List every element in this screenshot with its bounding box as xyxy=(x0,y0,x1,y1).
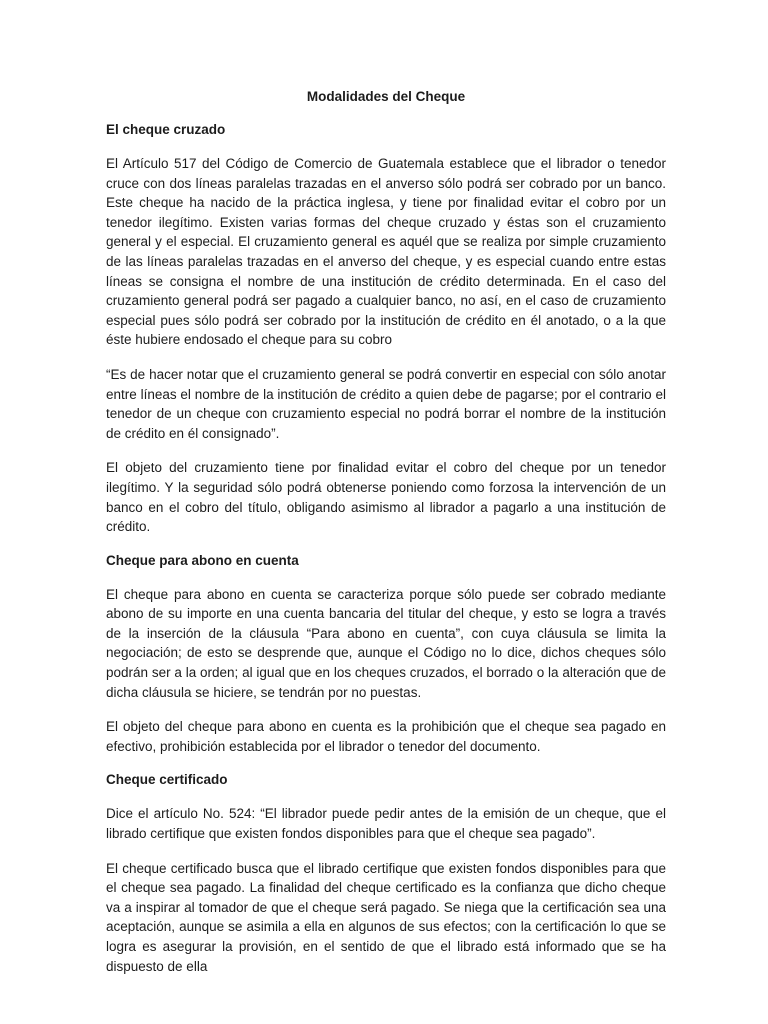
paragraph-articulo-517: El Artículo 517 del Código de Comercio de Guatemala establece que el librador o tenedor cruce con dos líneas paralelas trazadas en el anverso sólo podrá ser cobrado por un banco. Este cheque ha nacido de la práctica inglesa, y tiene por finalidad evitar el cobro por un tenedor ilegítimo. Existen varias formas del cheque cruzado y éstas son el cruzamiento general y el especial. El cruzamiento general es aquél que se realiza por simple cruzamiento de las líneas paralelas trazadas en el anverso del cheque, y es especial cuando entre estas líneas se consigna el nombre de una institución de crédito determinada. En el caso del cruzamiento general podrá ser pagado a cualquier banco, no así, en el caso de cruzamiento especial pues sólo podrá ser cobrado por la institución de crédito en él anotado, o a la que éste hubiere endosado el cheque para su cobro xyxy=(106,156,666,348)
paragraph-articulo-524: Dice el artículo No. 524: “El librador puede pedir antes de la emisión de un cheque, que el librado certifique que existen fondos disponibles para que el cheque sea pagado”. xyxy=(106,806,666,842)
paragraph-abono-caracteriza: El cheque para abono en cuenta se caracteriza porque sólo puede ser cobrado mediante abono de su importe en una cuenta bancaria del titular del cheque, y esto se logra a través de la inserción de la cláusula “Para abono en cuenta”, con cuya cláusula se limita la negociación; de esto se desprende que, aunque el Código no lo dice, dichos cheques sólo podrán ser a la orden; al igual que en los cheques cruzados, el borrado o la alteración que de dicha cláusula se hiciere, se tendrán por no puestas. xyxy=(106,586,666,700)
paragraph-quote-cruzamiento: “Es de hacer notar que el cruzamiento general se podrá convertir en especial con sólo anotar entre líneas el nombre de la institución de crédito a quien debe de pagarse; por el contrario el tenedor de un cheque con cruzamiento especial no podrá borrar el nombre de la institución de crédito en él consignado”. xyxy=(106,366,666,441)
section-heading-abono-en-cuenta: Cheque para abono en cuenta xyxy=(106,552,299,568)
paragraph-objeto-abono: El objeto del cheque para abono en cuenta es la prohibición que el cheque sea pagado en efectivo, prohibición establecida por el librador o tenedor del documento. xyxy=(106,719,666,754)
section-heading-cheque-certificado: Cheque certificado xyxy=(106,772,228,788)
paragraph-objeto-cruzamiento: El objeto del cruzamiento tiene por finalidad evitar el cobro del cheque por un tenedor ilegítimo. Y la seguridad sólo podrá obtenerse poniendo como forzosa la intervención de un banco en el cobro del título, obligando asimismo al librador a pagarlo a una institución de crédito. xyxy=(106,460,666,535)
paragraph-certificado-busca: El cheque certificado busca que el librado certifique que existen fondos disponibles para que el cheque sea pagado. La finalidad del cheque certificado es la confianza que dicho cheque va a inspirar al tomador de que el cheque será pagado. Se niega que la certificación sea una aceptación, aunque se asimila a ella en algunos de sus efectos; con la certificación lo que se logra es asegurar la provisión, en el sentido de que el librado está informado que se ha dispuesto de ella xyxy=(106,860,666,974)
section-heading-cheque-cruzado: El cheque cruzado xyxy=(106,122,226,137)
document-title: Modalidades del Cheque xyxy=(306,89,466,104)
